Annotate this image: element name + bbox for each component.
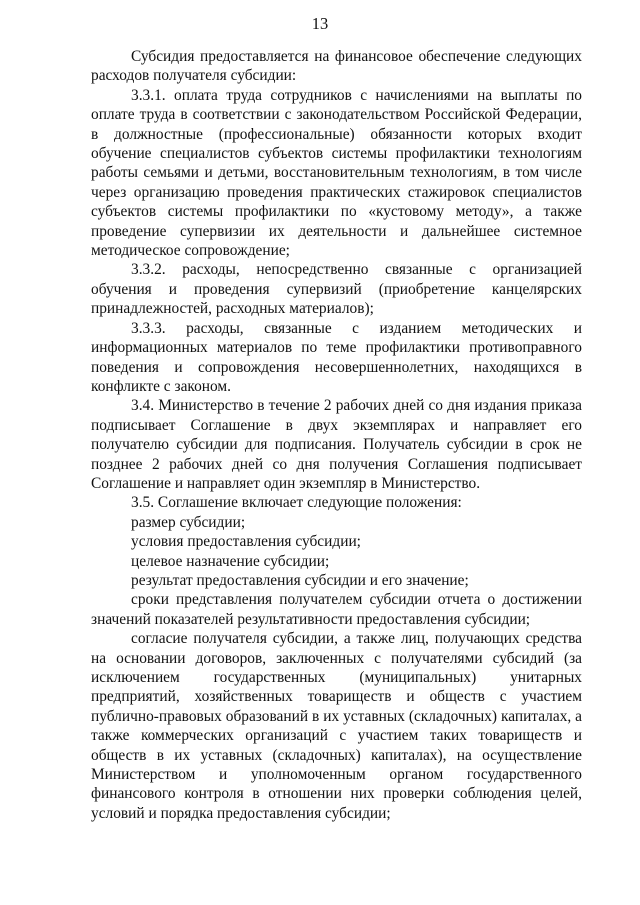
paragraph-3-3-3: 3.3.3. расходы, связанные с изданием методических и информационных материалов по теме профилактики противоправного поведения и сопровождения несовершеннолетних, находящихся в конфликте с законом. — [91, 319, 582, 395]
paragraph-subsidy-purpose: Субсидия предоставляется на финансовое обеспечение следующих расходов получателя субсидии: — [91, 48, 582, 85]
document-body — [91, 47, 582, 823]
list-item-subsidy-amount: размер субсидии; — [131, 513, 246, 531]
paragraph-3-3-1: 3.3.1. оплата труда сотрудников с начислениями на выплаты по оплате труда в соответствии с законодательством Российской Федерации, в должностные (профессиональные) обязанности которых входит обучение специалистов субъектов системы профилактики технологиям работы семьями и детьми, восстановительным технологиям, в том числе через организацию проведения практических стажировок специалистов субъектов системы профилактики по «кустовому методу», а также проведение супервизии их деятельности и дальнейшее системное методическое сопровождение; — [91, 86, 582, 260]
list-item-report-deadlines: сроки представления получателем субсидии отчета о достижении значений показателей результативности предоставления субсидии; — [91, 591, 582, 628]
page-number: 13 — [311, 14, 329, 33]
list-item-result: результат предоставления субсидии и его значение; — [131, 571, 469, 589]
paragraph-3-5: 3.5. Соглашение включает следующие положения: — [131, 494, 462, 512]
paragraph-3-4: 3.4. Министерство в течение 2 рабочих дней со дня издания приказа подписывает Соглашение в двух экземплярах и направляет его получателю субсидии для подписания. Получатель субсидии в срок не позднее 2 рабочих дней со дня получения Соглашения подписывает Соглашение и направляет один экземпляр в Министерство. — [91, 397, 582, 492]
list-item-purpose: целевое назначение субсидии; — [131, 552, 330, 570]
paragraph-3-3-2: 3.3.2. расходы, непосредственно связанные с организацией обучения и проведения супервизий (приобретение канцелярских принадлежностей, расходных материалов); — [91, 261, 582, 318]
list-item-conditions: условия предоставления субсидии; — [131, 533, 361, 551]
list-item-consent: согласие получателя субсидии, а также лиц, получающих средства на основании договоров, заключенных с получателями субсидий (за исключением государственных (муниципальных) унитарных предприятий, хозяйственных товариществ и обществ с участием публично-правовых образований в их уставных (складочных) капиталах, а также коммерческих организаций с участием таких товариществ и обществ в их уставных (складочных) капиталах), на осуществление Министерством и уполномоченным органом государственного финансового контроля в отношении них проверки соблюдения целей, условий и порядка предоставления субсидии; — [91, 630, 582, 822]
